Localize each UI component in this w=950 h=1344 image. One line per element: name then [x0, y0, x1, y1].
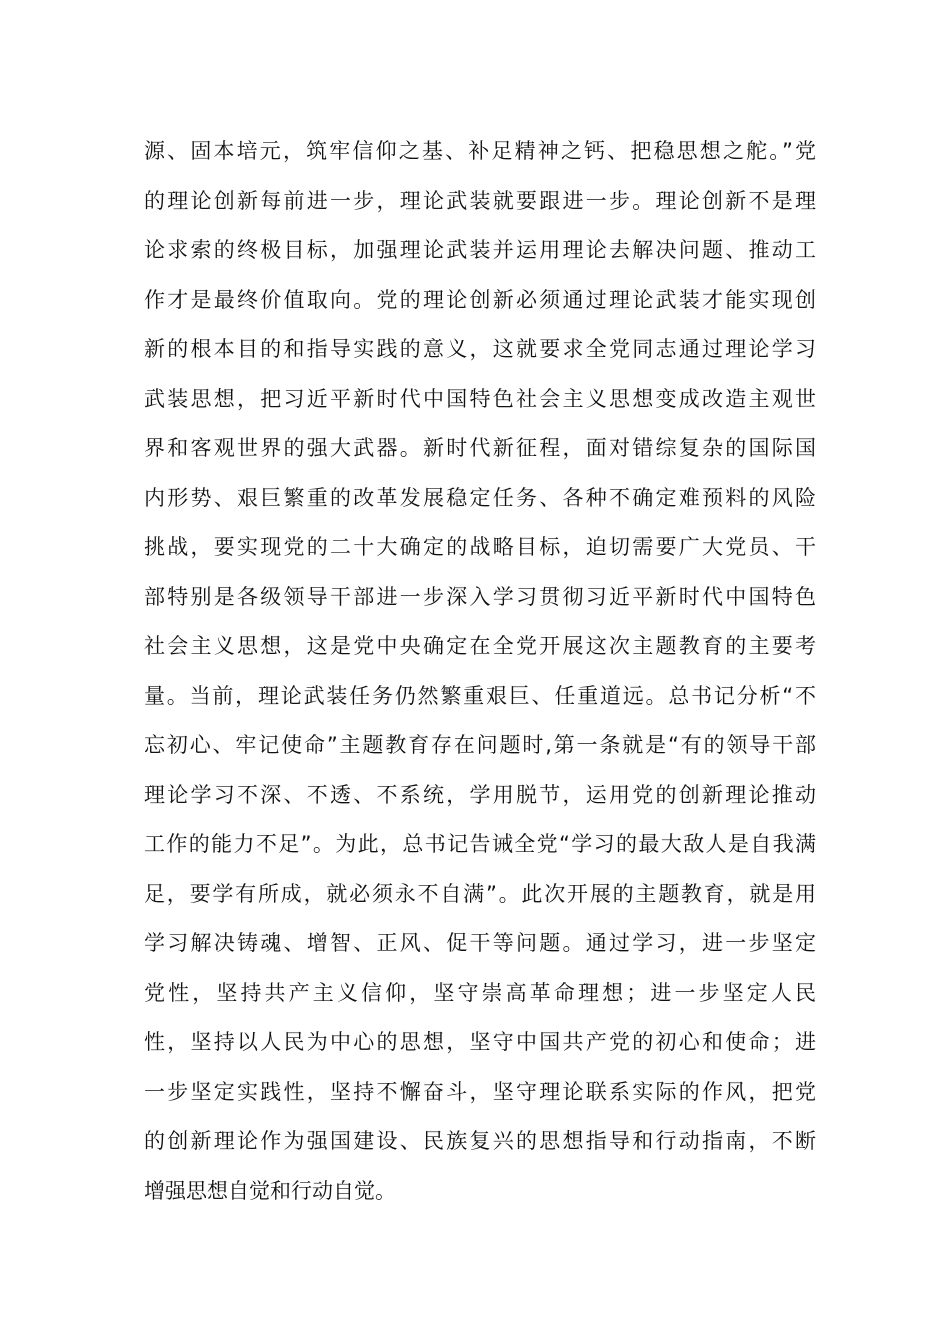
text-line: 挑战，要实现党的二十大确定的战略目标，迫切需要广大党员、干 — [144, 535, 816, 559]
text-line: 武装思想，把习近平新时代中国特色社会主义思想变成改造主观世 — [144, 386, 816, 411]
text-line: 源、固本培元，筑牢信仰之基、补足精神之钙、把稳思想之舵。”党 — [144, 139, 816, 163]
text-line: 新的根本目的和指导实践的意义，这就要求全党同志通过理论学习 — [144, 337, 816, 361]
text-line: 一步坚定实践性，坚持不懈奋斗，坚守理论联系实际的作风，把党 — [144, 1079, 816, 1104]
text-line: 忘初心、牢记使命”主题教育存在问题时,第一条就是“有的领导干部 — [144, 733, 816, 757]
text-line: 理论学习不深、不透、不系统，学用脱节，运用党的创新理论推动 — [144, 782, 816, 807]
text-line: 量。当前，理论武装任务仍然繁重艰巨、任重道远。总书记分析“不 — [144, 683, 816, 708]
text-line: 工作的能力不足”。为此，总书记告诫全党“学习的最大敌人是自我满 — [144, 832, 816, 856]
text-line: 增强思想自觉和行动自觉。 — [144, 1178, 396, 1203]
text-line: 界和客观世界的强大武器。新时代新征程，面对错综复杂的国际国 — [144, 436, 816, 460]
text-line: 部特别是各级领导干部进一步深入学习贯彻习近平新时代中国特色 — [144, 584, 816, 609]
text-line: 社会主义思想，这是党中央确定在全党开展这次主题教育的主要考 — [144, 634, 816, 658]
text-line: 论求索的终极目标，加强理论武装并运用理论去解决问题、推动工 — [144, 238, 816, 262]
text-line: 足，要学有所成，就必须永不自满”。此次开展的主题教育，就是用 — [144, 881, 816, 906]
text-line: 党性，坚持共产主义信仰，坚守崇高革命理想；进一步坚定人民 — [144, 980, 816, 1005]
text-line: 作才是最终价值取向。党的理论创新必须通过理论武装才能实现创 — [144, 287, 816, 312]
text-line: 性，坚持以人民为中心的思想，坚守中国共产党的初心和使命；进 — [144, 1030, 816, 1054]
text-line: 的创新理论作为强国建设、民族复兴的思想指导和行动指南，不断 — [144, 1129, 816, 1153]
text-line: 学习解决铸魂、增智、正风、促干等问题。通过学习，进一步坚定 — [144, 931, 816, 955]
text-line: 内形势、艰巨繁重的改革发展稳定任务、各种不确定难预料的风险 — [144, 485, 816, 510]
text-line: 的理论创新每前进一步，理论武装就要跟进一步。理论创新不是理 — [144, 188, 816, 213]
body-paragraph — [144, 127, 816, 1216]
